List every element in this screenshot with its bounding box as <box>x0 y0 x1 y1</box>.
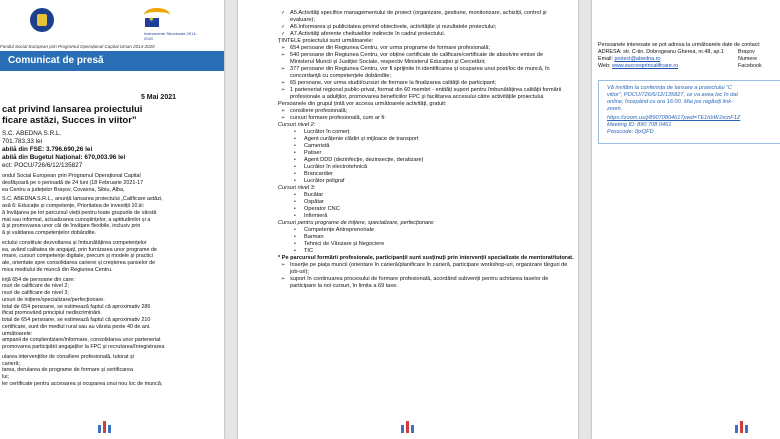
website-link[interactable]: www.succesprincalificare.ro <box>611 63 679 69</box>
course-item-text: Bucătar <box>304 192 324 198</box>
contact-web-row <box>598 63 780 70</box>
bullet-icon: • <box>294 164 296 170</box>
activity-item-text: A6.Informarea și publicitatea privind obiectivele, activitățile și rezultatele proiectului; <box>290 24 497 30</box>
bullet-icon: ➢ <box>281 52 286 58</box>
support-item-text: Inserție pe piața muncii (orientare în carieră/planificare în carieră, participare workshop-uri, organizare târguri de job-uri); <box>290 262 568 275</box>
course-item-text: Agent DDD (dezinfecție, dezinsecție, deratizare) <box>304 157 424 163</box>
eu-logo-text: Instrumente Structurale 2014-2020 <box>144 31 197 41</box>
bullet-icon: • <box>294 206 296 212</box>
course-item <box>278 164 568 171</box>
press-release-banner <box>0 51 224 71</box>
body-text-line: carieră; <box>2 360 20 367</box>
free-activity-item <box>278 115 568 122</box>
bullet-icon: • <box>294 157 296 163</box>
bullet-icon: ➢ <box>281 262 286 268</box>
conference-invite-box <box>598 80 780 144</box>
course-item <box>278 143 568 150</box>
bullet-icon: • <box>294 248 296 254</box>
document-page-1 <box>0 0 224 439</box>
course-item <box>278 192 568 199</box>
body-text-line: ler certificate pentru accesarea și ocuparea unui nou loc de muncă; <box>2 380 163 387</box>
contact-section <box>598 42 780 70</box>
course-item <box>278 206 568 213</box>
level2-heading-text: Cursuri nivel 2: <box>278 122 316 128</box>
course-item-text: Cameristă <box>304 143 330 149</box>
level3-heading-text: Cursuri nivel 3: <box>278 185 316 191</box>
targets-heading <box>278 38 568 45</box>
project-info-line: abilă din FSE: 3.796.690,26 lei <box>2 146 93 153</box>
release-title-line: ficare astăzi, Succes în viitor” <box>2 115 137 126</box>
activity-item <box>278 31 568 38</box>
target-item-text: 540 persoane din Regiunea Centru, vor obține certificate de calificare/certificate de absolvire emise de Ministerul Muncii și Justiției Sociale, respectiv Ministerul Educației și Cercetării; <box>290 52 544 65</box>
course-item-text: Lucrător în comerț <box>304 129 350 135</box>
course-item <box>278 136 568 143</box>
release-body <box>2 173 216 388</box>
target-item-text: 65 persoane, vor urma studii/cursuri de formare la finalizarea calității de participant; <box>290 80 497 86</box>
course-item-text: Infirmieră <box>304 213 328 219</box>
email-link[interactable]: proiect@abedna.ro <box>614 56 661 62</box>
invite-text-line: zoom. <box>607 106 623 112</box>
target-item-text: 1 parteneriat regional public-privat, format din 60 membri - entități suport pentru îmbunătățirea calității formării profesionale a adulților, promovarea beneficiilor FPC și facilitarea accesului către activitățile proiectului. <box>290 87 562 100</box>
bullet-icon: • <box>294 178 296 184</box>
course-item <box>278 234 568 241</box>
body-text-line: următoarele: <box>2 330 33 337</box>
bullet-icon: ➢ <box>281 87 286 93</box>
body-text-line: ularea intervențiilor de consiliere profesională, tutorat și <box>2 353 134 360</box>
activity-item-text: A5.Activități specifice managementului de proiect (organizare, gestiune, monitorizare, achiziții, control și evaluare); <box>290 10 547 23</box>
contact-email-row <box>598 56 780 63</box>
level2-heading <box>278 122 568 129</box>
bullet-icon: ➢ <box>281 66 286 72</box>
release-date: 5 Mai 2021 <box>140 94 176 101</box>
body-text-line: tarea, derularea de programe de formare și certificarea <box>2 367 133 374</box>
free-activities-heading <box>278 101 568 108</box>
bullet-icon: • <box>294 143 296 149</box>
free-activities-heading-text: Persoanele din grupul țintă vor accesa următoarele activități, gratuit: <box>278 101 447 107</box>
body-text-line: ință 654 de persoane din care: <box>2 276 75 283</box>
invite-text-line: online, începând cu ora 16:00. Mai jos regăsiți link- <box>607 99 733 105</box>
course-item <box>278 157 568 164</box>
activity-item-text: A7.Activități aferente cheltuielilor indirecte în cadrul proiectului. <box>290 31 446 37</box>
target-item <box>278 45 568 52</box>
bullet-icon: • <box>294 241 296 247</box>
bullet-icon: ➢ <box>281 45 286 51</box>
bullet-icon: • <box>294 171 296 177</box>
body-text-line: ectului constituie dezvoltarea și îmbunătățirea competențelor <box>2 239 147 246</box>
targets-heading-text: ȚINTELE proiectului sunt următoarele: <box>278 38 374 44</box>
bullet-icon: ➢ <box>281 115 286 121</box>
bullet-icon: • <box>294 150 296 156</box>
body-text-line: ea Centru a județelor Brașov, Covasna, Sibiu, Alba, <box>2 186 125 193</box>
invite-text-line: viitor”, POCU/726/6/12/135827, ce va avea loc în dat <box>607 92 738 98</box>
support-item-text: suport în continuarea procesului de formare profesională, acordând subvenții pentru achitarea taxelor de participare la noi cursuri, în limita a 69 taxe. <box>290 276 549 289</box>
footer-logo-icon <box>401 421 415 433</box>
project-info-line: ect: POCU/726/6/12/135827 <box>2 162 83 169</box>
body-text-line: ă învățarea pe tot parcursul vieții pentru toate grupurile de vârstă <box>2 209 157 216</box>
bullet-icon: • <box>294 213 296 219</box>
contact-address-city: Brașov <box>738 49 755 55</box>
contact-address: ADRESA: str. C-tin. Dobrogeanu Gherea, nr.48, ap.1 <box>598 49 724 55</box>
init-courses-heading <box>278 220 568 227</box>
bullet-icon: ✓ <box>281 10 286 16</box>
body-text-line: lui; <box>2 374 9 380</box>
email-label: Email: <box>598 56 613 62</box>
bullet-icon: ➢ <box>281 276 286 282</box>
body-text-line: desfășoară pe o perioadă de 24 luni (18 Februarie 2021-17 <box>2 179 144 186</box>
body-text-line: certificare, sunt din mediul rural sau au vârsta peste 40 de ani. <box>2 323 151 330</box>
body-text-line: ă și promovarea unor căi de învățare flexibile, inclusiv prin <box>2 223 141 230</box>
support-item <box>278 262 568 276</box>
meeting-id: Meeting ID: 890 708 0461 <box>607 122 672 128</box>
course-item-text: Agent curățenie clădiri și mijloace de transport <box>304 136 419 142</box>
project-info-line: S.C. ABEDNA S.R.L. <box>2 130 62 137</box>
facebook-label: Facebook <box>738 63 762 69</box>
target-item-text: 654 persoane din Regiunea Centru, vor urma programe de formare profesională; <box>290 45 490 51</box>
contact-address-row <box>598 49 780 56</box>
press-release-title: Comunicat de presă <box>8 55 104 66</box>
body-text-line: axă 6: Educație și competențe, Prioritatea de investiții 10.iii: <box>2 203 145 209</box>
target-item <box>278 80 568 87</box>
body-text-line: ondul Social European prin Programul Operațional Capital <box>2 173 141 179</box>
init-courses-heading-text: Cursuri pentru programe de inițiere, specializare, perfecționare: <box>278 220 435 226</box>
bullet-icon: • <box>294 192 296 198</box>
course-item-text: Patiser <box>304 150 322 156</box>
eu-structural-funds-logo <box>142 8 176 30</box>
body-text-line: total de 654 persoane, se estimează faptul că aproximativ 210 <box>2 317 151 323</box>
course-item-text: Tehnici de Vânzare și Negociere <box>304 241 385 247</box>
course-item-text: TIC <box>304 248 314 254</box>
course-item <box>278 129 568 136</box>
phone-label: Numere <box>738 56 758 62</box>
body-text-line: ampanii de conștientizare/informare, consolidarea unor parteneriat <box>2 337 161 344</box>
target-item-text: 377 persoane din Regiunea Centru, vor fi sprijinite în identificarea și ocuparea unui post/loc de muncă, în concordanță cu competențele dobândite; <box>290 66 550 79</box>
project-info-line: abilă din Bugetul Național: 670,003.96 lei <box>2 154 126 161</box>
project-details <box>278 10 574 290</box>
zoom-link[interactable]: https://zoom.us/j/89070804617pwd=TE1hbWJxcnF1Z <box>607 115 741 121</box>
course-item <box>278 248 568 255</box>
body-text-line: mica mediului de muncă din Regiunea Centru. <box>2 266 113 273</box>
mentoring-note-text: * Pe parcursul formării profesionale, participanții sunt susținuți prin intervenții specializate de mentorat/tutorat. <box>278 255 574 261</box>
release-title <box>2 104 212 126</box>
body-text-line: ificat promovând principiul nediscriminării. <box>2 310 102 317</box>
release-title-line: cat privind lansarea proiectului <box>2 104 143 115</box>
free-activity-item-text: consiliere profesională; <box>290 108 348 114</box>
web-label: Web: <box>598 63 611 69</box>
free-activity-item <box>278 108 568 115</box>
bullet-icon: • <box>294 227 296 233</box>
body-text-line: ea, având calitatea de angajați, prin furnizarea unor programe de <box>2 246 157 253</box>
course-item-text: Barman <box>304 234 324 240</box>
bullet-icon: ➢ <box>281 108 286 114</box>
meeting-passcode: Passcode: 0jxQFD <box>607 129 654 135</box>
body-text-line: rsuri de calificare de nivel 3; <box>2 290 69 296</box>
free-activity-item-text: cursuri formare profesională, cum ar fi: <box>290 115 386 121</box>
body-text-line: mal sau informal, actualizarea cunoștințelor, a aptitudinilor și a <box>2 216 151 223</box>
bullet-icon: • <box>294 199 296 205</box>
bullet-icon: ✓ <box>281 31 286 37</box>
course-item <box>278 213 568 220</box>
body-text-line: ale, orientate spre consolidarea carierei și creșterea șanselor de <box>2 260 156 266</box>
footer-logo-icon <box>98 421 112 433</box>
target-item <box>278 66 568 80</box>
body-text-line: rsuri de calificare de nivel 2; <box>2 283 69 290</box>
course-item-text: Competențe Antreprenoriale <box>304 227 374 233</box>
footer-logo-icon <box>735 421 749 433</box>
activity-item <box>278 24 568 31</box>
body-text-line: ă și validarea competențelor dobândite. <box>2 230 97 236</box>
course-item <box>278 241 568 248</box>
course-item-text: Operator CNC <box>304 206 340 212</box>
target-item <box>278 87 568 101</box>
body-text-line: total de 654 persoane, se estimează faptul că aproximativ 286 <box>2 303 151 310</box>
contact-intro: Persoanele interesate se pot adresa la următoarele date de contact: <box>598 42 761 48</box>
course-item <box>278 178 568 185</box>
course-item-text: Lucrător în electrotehnică <box>304 164 368 170</box>
program-caption: Fondul Social European prin Programul Operațional Capital Uman 2014-2020 <box>0 44 155 49</box>
target-item <box>278 52 568 66</box>
course-item-text: Brancardier <box>304 171 333 177</box>
government-logo <box>30 8 54 32</box>
course-item <box>278 199 568 206</box>
document-page-3 <box>592 0 780 439</box>
bullet-icon: ➢ <box>281 80 286 86</box>
support-item <box>278 276 568 290</box>
activity-item <box>278 10 568 24</box>
body-text-line: S.C. ABEDNA S.R.L., anunță lansarea proiectului „Calificare astăzi, <box>2 196 163 203</box>
bullet-icon: ✓ <box>281 24 286 30</box>
course-item-text: Lucrător poligraf <box>304 178 345 184</box>
bullet-icon: • <box>294 129 296 135</box>
body-text-line: ursuri de inițiere/specializare/perfecționare. <box>2 296 105 303</box>
body-text-line: rmare, cursuri competențe digitale, precum și modele și practici <box>2 253 153 260</box>
bullet-icon: • <box>294 234 296 240</box>
level3-heading <box>278 185 568 192</box>
mentoring-note <box>278 255 574 262</box>
project-info-line: 701.783,33 lei <box>2 138 43 145</box>
document-page-2 <box>238 0 578 439</box>
bullet-icon: • <box>294 136 296 142</box>
course-item <box>278 171 568 178</box>
course-item <box>278 227 568 234</box>
invite-text-line: Vă invităm la conferința de lansare a proiectului “C <box>607 85 732 91</box>
course-item-text: Ospătar <box>304 199 324 205</box>
course-item <box>278 150 568 157</box>
body-text-line: promovarea participării angajaților la FPC și recrutarea/înregistrarea <box>2 344 165 350</box>
